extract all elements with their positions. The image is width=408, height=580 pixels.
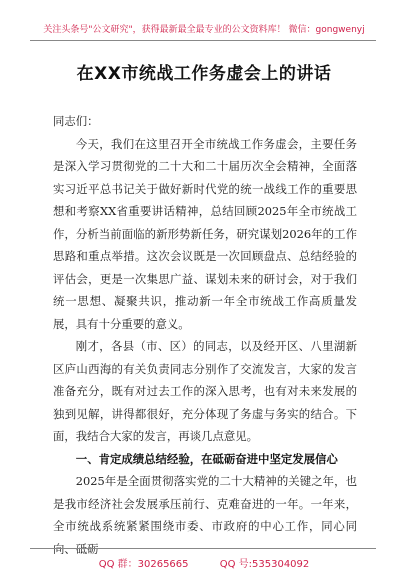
footer-divider <box>30 548 376 549</box>
document-body <box>53 110 357 560</box>
footer-qq-group: QQ 群：30265665 <box>98 559 189 570</box>
header-divider <box>30 40 376 41</box>
body-paragraph-3: 2025年是全面贯彻落实党的二十大精神的关键之年，也是我市经济社会发展承压前行、克难奋进的一年。一年来，全市统战系统紧紧围绕市委、市政府的中心工作，同心同向、砥砺 <box>53 474 357 556</box>
document-title: 在XX市统战工作务虚会上的讲话 <box>76 64 332 84</box>
header-banner: 关注头条号"公文研究"，获得最新最全最专业的公文资料库！ 微信：gongwenyj <box>43 25 365 35</box>
body-paragraph-1: 今天，我们在这里召开全市统战工作务虚会，主要任务是深入学习贯彻党的二十大和二十届历次全会精神，全面落实习近平总书记关于做好新时代党的统一战线工作的重要思想和考察XX省重要讲话精神，总结回顾2025年全市统战工作，分析当前面临的新形势新任务，研究谋划2026年的工作思路和重点举措。这次会议既是一次回顾盘点、总结经验的评估会，更是一次集思广益、谋划未来的研讨会，对于我们统一思想、凝聚共识，推动新一年全市统战工作高质量发展，具有十分重要的意义。 <box>53 136 357 331</box>
footer-qq-number: QQ 号:535304092 <box>219 559 310 570</box>
footer-contact <box>0 555 408 570</box>
salutation: 同志们： <box>53 114 99 128</box>
section-heading: 一、肯定成绩总结经验，在砥砺奋进中坚定发展信心 <box>75 451 338 466</box>
body-paragraph-2: 刚才，各县（市、区）的同志，以及经开区、八里湖新区庐山西海的有关负责同志分别作了交流发言，大家的发言准备充分，既有对过去工作的深入思考，也有对未来发展的独到见解，讲得都很好，充分体现了务虚与务实的结合。下面，我结合大家的发言，再谈几点意见。 <box>53 339 357 443</box>
